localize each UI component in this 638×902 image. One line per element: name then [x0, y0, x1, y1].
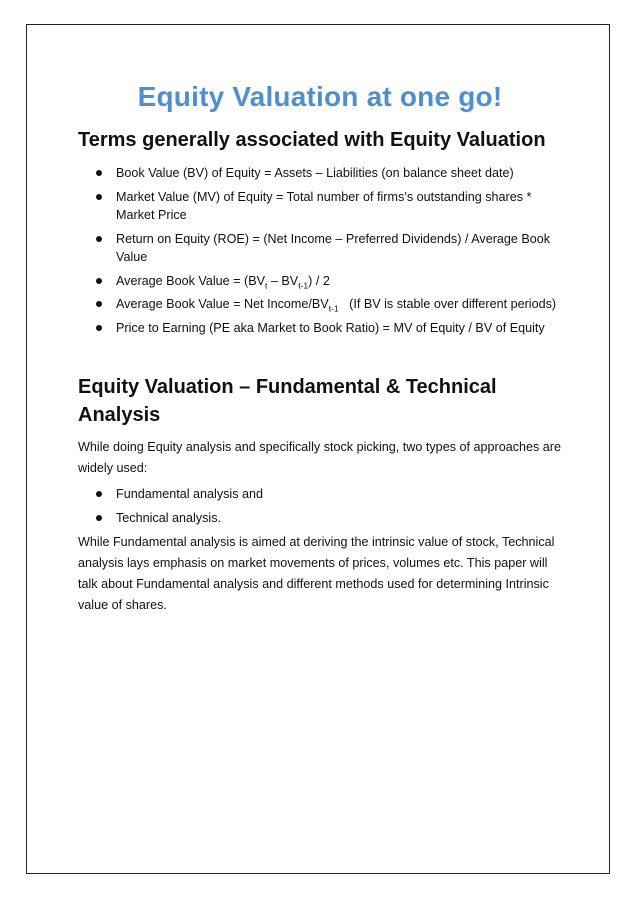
- section-heading-analysis: Equity Valuation – Fundamental & Technical Analysis: [78, 376, 497, 426]
- bullet-icon: [96, 236, 102, 242]
- list-item-text: Fundamental analysis and: [116, 487, 264, 501]
- list-item-text: Price to Earning (PE aka Market to Book Ratio) = MV of Equity / BV of Equity: [116, 320, 545, 335]
- bullet-icon: [96, 170, 102, 176]
- bullet-icon: [96, 194, 102, 200]
- formula-subscript-t-1: t-1: [298, 280, 309, 291]
- document-content: [78, 78, 562, 616]
- list-item-fundamental: [78, 485, 562, 504]
- list-item-text: Return on Equity (ROE) = (Net Income – Preferred Dividends) / Average Book Value: [116, 231, 551, 264]
- list-item-text: Market Value (MV) of Equity = Total number of firms’s outstanding shares * Market Price: [116, 189, 532, 222]
- list-item-market-value: [78, 188, 562, 225]
- terms-list: [78, 164, 562, 337]
- list-item-technical: [78, 509, 562, 528]
- formula-suffix: (If BV is stable over different periods): [338, 297, 557, 311]
- formula-subscript-t-1: t-1: [328, 303, 339, 314]
- analysis-types-list: [78, 485, 562, 527]
- formula-subscript-t: t: [265, 280, 268, 291]
- bullet-icon: [96, 325, 102, 331]
- bullet-icon: [96, 491, 102, 497]
- list-item-average-book-value-net-income: [78, 295, 562, 314]
- formula-mid: – BV: [267, 273, 299, 288]
- list-item-text: Book Value (BV) of Equity = Assets – Liabilities (on balance sheet date): [116, 166, 514, 180]
- list-item-pe-ratio: [78, 319, 562, 338]
- list-item-book-value: [78, 164, 562, 183]
- list-item-roe: [78, 230, 562, 267]
- section-heading-terms: Terms generally associated with Equity Valuation: [78, 129, 546, 151]
- section-terms: [78, 126, 562, 337]
- bullet-icon: [96, 278, 102, 284]
- document-title: Equity Valuation at one go!: [137, 81, 503, 112]
- list-item-average-book-value: [78, 272, 562, 291]
- formula-prefix: Average Book Value = Net Income/BV: [116, 297, 329, 311]
- analysis-body-paragraph: While Fundamental analysis is aimed at deriving the intrinsic value of stock, Technical analysis lays emphasis on market movements of prices, volumes etc. This paper will talk about Fundamental analysis and different methods used for determining Intrinsic value of shares.: [78, 535, 555, 612]
- bullet-icon: [96, 515, 102, 521]
- formula-prefix: Average Book Value = (BV: [116, 273, 266, 288]
- list-item-text: Technical analysis.: [116, 510, 221, 525]
- formula-suffix: ) / 2: [308, 273, 330, 288]
- bullet-icon: [96, 301, 102, 307]
- section-analysis: [78, 373, 562, 616]
- analysis-intro-paragraph: While doing Equity analysis and specifically stock picking, two types of approaches are widely used:: [78, 440, 562, 475]
